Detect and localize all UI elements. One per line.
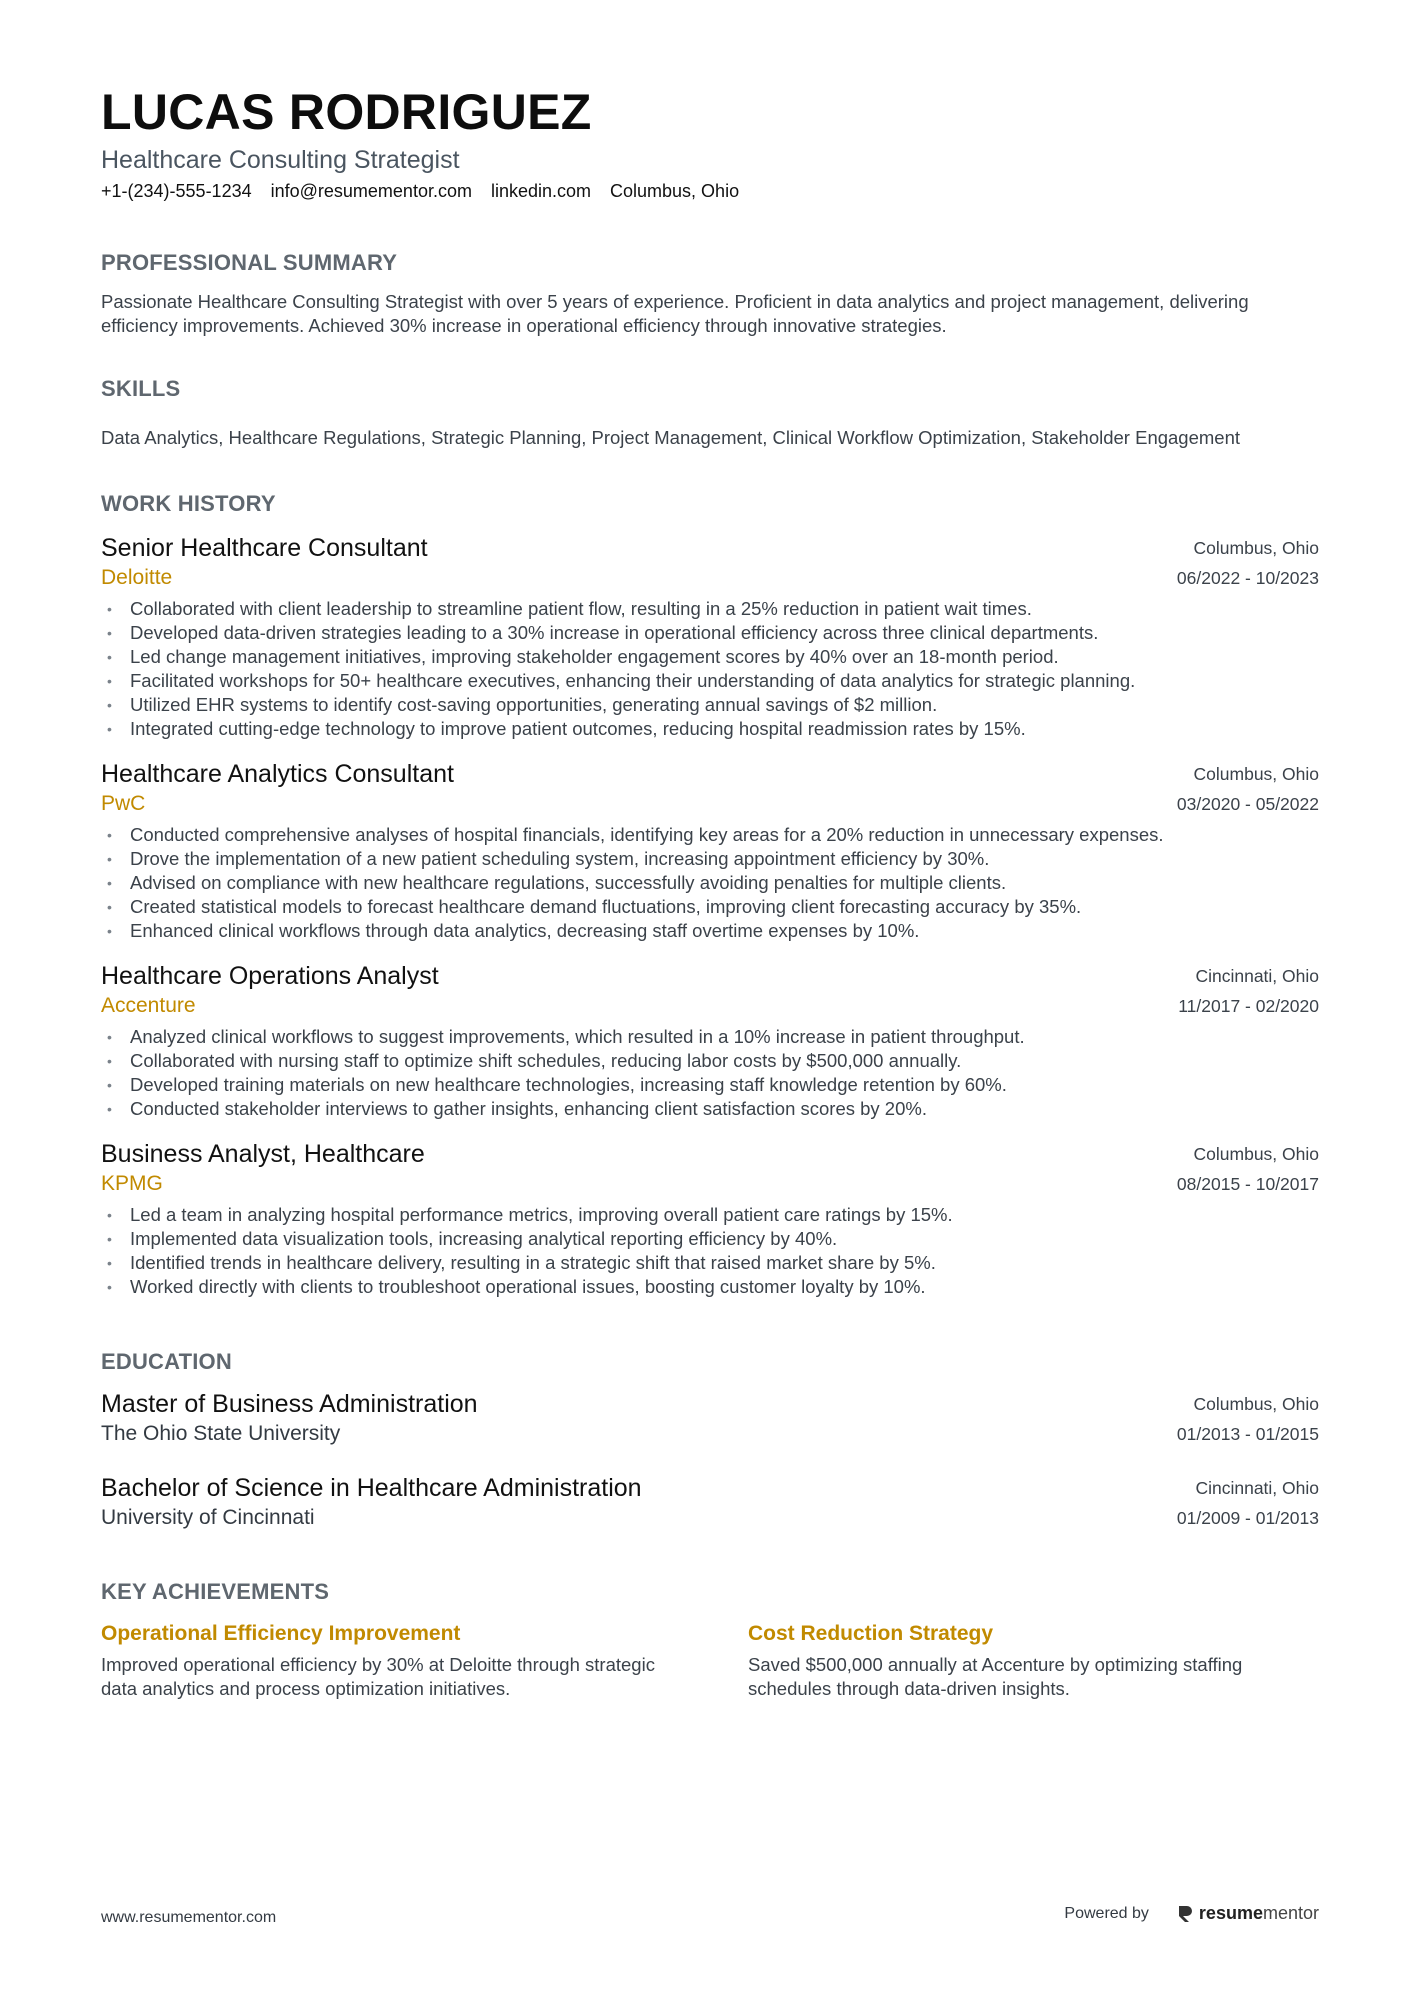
bullet-dot-icon: • xyxy=(107,923,112,939)
bullet-dot-icon: • xyxy=(107,1053,112,1069)
work-history-heading: WORK HISTORY xyxy=(101,491,276,516)
achievement-title: Cost Reduction Strategy xyxy=(748,1622,994,1645)
education-meta xyxy=(1177,1473,1319,1533)
job-bullets xyxy=(101,1025,1319,1121)
education-entry xyxy=(101,1389,1319,1449)
education-degree: Master of Business Administration xyxy=(101,1390,478,1418)
job-title: Healthcare Analytics Consultant xyxy=(101,760,454,788)
job-meta xyxy=(1177,533,1319,593)
job-bullets xyxy=(101,597,1319,741)
job-bullet xyxy=(101,1073,1319,1097)
job-entry xyxy=(101,533,1319,741)
job-dates: 06/2022 - 10/2023 xyxy=(1176,568,1319,588)
job-bullet xyxy=(101,847,1319,871)
job-bullet xyxy=(101,645,1319,669)
achievement-item xyxy=(101,1619,672,1701)
job-location: Columbus, Ohio xyxy=(1193,1144,1319,1164)
summary-section xyxy=(101,248,1319,338)
job-bullet-text: Led a team in analyzing hospital performance metrics, improving overall patient care ratings by 15%. xyxy=(130,1204,953,1225)
job-bullet-text: Collaborated with client leadership to streamline patient flow, resulting in a 25% reduction in patient wait times. xyxy=(130,598,1032,619)
bullet-dot-icon: • xyxy=(107,673,112,689)
bullet-dot-icon: • xyxy=(107,1255,112,1271)
job-company: KPMG xyxy=(101,1172,163,1195)
job-bullet-text: Collaborated with nursing staff to optimize shift schedules, reducing labor costs by $500,000 annually. xyxy=(130,1050,962,1071)
education-left xyxy=(101,1389,478,1449)
bullet-dot-icon: • xyxy=(107,1101,112,1117)
education-location: Columbus, Ohio xyxy=(1193,1394,1319,1414)
bullet-dot-icon: • xyxy=(107,1279,112,1295)
job-bullet-text: Analyzed clinical workflows to suggest improvements, which resulted in a 10% increase in patient throughput. xyxy=(130,1026,1025,1047)
bullet-dot-icon: • xyxy=(107,697,112,713)
contact-phone: +1-(234)-555-1234 xyxy=(101,181,252,201)
brand-name-light: mentor xyxy=(1262,1903,1319,1923)
job-location: Columbus, Ohio xyxy=(1193,538,1319,558)
bullet-dot-icon: • xyxy=(107,851,112,867)
job-location: Columbus, Ohio xyxy=(1193,764,1319,784)
job-left xyxy=(101,1139,425,1199)
job-bullet xyxy=(101,717,1319,741)
job-bullet xyxy=(101,693,1319,717)
job-left xyxy=(101,961,439,1021)
job-bullet-text: Conducted comprehensive analyses of hospital financials, identifying key areas for a 20% reduction in unnecessary expenses. xyxy=(130,824,1164,845)
candidate-title: Healthcare Consulting Strategist xyxy=(101,146,460,174)
job-bullet xyxy=(101,1275,1319,1299)
job-title: Business Analyst, Healthcare xyxy=(101,1140,425,1168)
job-location: Cincinnati, Ohio xyxy=(1195,966,1319,986)
bullet-dot-icon: • xyxy=(107,827,112,843)
bullet-dot-icon: • xyxy=(107,1231,112,1247)
job-bullet-text: Implemented data visualization tools, increasing analytical reporting efficiency by 40%. xyxy=(130,1228,838,1249)
bullet-dot-icon: • xyxy=(107,899,112,915)
candidate-name: LUCAS RODRIGUEZ xyxy=(101,84,592,140)
job-bullets xyxy=(101,1203,1319,1299)
summary-text: Passionate Healthcare Consulting Strategist with over 5 years of experience. Proficient in data analytics and project management, delivering efficiency improvements. Achieved 30% increase in operational efficiency through innovative strategies. xyxy=(101,291,1249,336)
education-dates: 01/2009 - 01/2013 xyxy=(1176,1508,1319,1528)
job-bullet xyxy=(101,669,1319,693)
education-dates: 01/2013 - 01/2015 xyxy=(1176,1424,1319,1444)
education-entry xyxy=(101,1473,1319,1533)
job-meta xyxy=(1177,759,1319,819)
footer-website-link[interactable]: www.resumementor.com xyxy=(101,1909,277,1926)
education-heading: EDUCATION xyxy=(101,1349,232,1374)
job-bullet xyxy=(101,1097,1319,1121)
job-bullet xyxy=(101,823,1319,847)
job-header xyxy=(101,961,1319,1021)
job-header xyxy=(101,759,1319,819)
job-bullet-text: Created statistical models to forecast healthcare demand fluctuations, improving client forecasting accuracy by 35%. xyxy=(130,896,1082,917)
resumementor-logo-icon xyxy=(1177,1904,1193,1924)
job-bullet xyxy=(101,871,1319,895)
education-degree: Bachelor of Science in Healthcare Administration xyxy=(101,1474,642,1502)
contact-location: Columbus, Ohio xyxy=(610,181,740,201)
job-bullet-text: Facilitated workshops for 50+ healthcare executives, enhancing their understanding of data analytics for strategic planning. xyxy=(130,670,1136,691)
job-header xyxy=(101,533,1319,593)
education-header xyxy=(101,1473,1319,1533)
contact-line xyxy=(101,178,1319,204)
job-bullet-text: Identified trends in healthcare delivery, resulting in a strategic shift that raised market share by 5%. xyxy=(130,1252,936,1273)
work-history-section xyxy=(101,489,1319,1299)
job-bullet xyxy=(101,621,1319,645)
job-bullet xyxy=(101,1227,1319,1251)
footer-branding xyxy=(1064,1903,1319,1924)
job-dates: 11/2017 - 02/2020 xyxy=(1178,996,1319,1016)
contact-email: info@resumementor.com xyxy=(270,181,472,201)
job-bullet-text: Worked directly with clients to troubleshoot operational issues, boosting customer loyalty by 10%. xyxy=(130,1276,926,1297)
bullet-dot-icon: • xyxy=(107,625,112,641)
achievements-section xyxy=(101,1577,1319,1701)
brand-name-bold: resume xyxy=(1198,1903,1263,1923)
job-dates: 08/2015 - 10/2017 xyxy=(1176,1174,1319,1194)
education-school: University of Cincinnati xyxy=(101,1506,315,1529)
job-meta xyxy=(1177,1139,1319,1199)
job-meta xyxy=(1178,961,1319,1021)
job-bullet-text: Utilized EHR systems to identify cost-saving opportunities, generating annual savings of $2 million. xyxy=(130,694,938,715)
education-location: Cincinnati, Ohio xyxy=(1195,1478,1319,1498)
job-list xyxy=(101,533,1319,1299)
achievement-text: Saved $500,000 annually at Accenture by optimizing staffing schedules through data-driven insights. xyxy=(748,1654,1243,1699)
job-title: Healthcare Operations Analyst xyxy=(101,962,439,990)
job-bullet-text: Led change management initiatives, improving stakeholder engagement scores by 40% over an 18-month period. xyxy=(130,646,1059,667)
bullet-dot-icon: • xyxy=(107,875,112,891)
job-bullet-text: Integrated cutting-edge technology to improve patient outcomes, reducing hospital readmission rates by 15%. xyxy=(130,718,1026,739)
contact-linkedin: linkedin.com xyxy=(490,181,592,201)
achievement-title: Operational Efficiency Improvement xyxy=(101,1622,461,1645)
achievements-heading: KEY ACHIEVEMENTS xyxy=(101,1579,330,1604)
skills-text: Data Analytics, Healthcare Regulations, Strategic Planning, Project Management, Clinical Workflow Optimization, Stakeholder Engagement xyxy=(101,427,1241,448)
education-school: The Ohio State University xyxy=(101,1422,341,1445)
job-title: Senior Healthcare Consultant xyxy=(101,534,428,562)
achievement-text: Improved operational efficiency by 30% at Deloitte through strategic data analytics and process optimization initiatives. xyxy=(101,1654,655,1699)
brand-logo-link[interactable] xyxy=(1177,1903,1319,1924)
job-entry xyxy=(101,1139,1319,1299)
job-header xyxy=(101,1139,1319,1199)
job-bullet xyxy=(101,1049,1319,1073)
skills-section xyxy=(101,374,1319,450)
job-bullet xyxy=(101,1203,1319,1227)
bullet-dot-icon: • xyxy=(107,1077,112,1093)
job-entry xyxy=(101,961,1319,1121)
resume-header xyxy=(101,82,1319,204)
bullet-dot-icon: • xyxy=(107,1207,112,1223)
bullet-dot-icon: • xyxy=(107,721,112,737)
job-bullet-text: Enhanced clinical workflows through data analytics, decreasing staff overtime expenses by 10%. xyxy=(130,920,920,941)
job-left xyxy=(101,759,454,819)
job-bullet xyxy=(101,1251,1319,1275)
skills-heading: SKILLS xyxy=(101,376,181,401)
powered-by-label: Powered by xyxy=(1064,1904,1149,1922)
job-left xyxy=(101,533,428,593)
bullet-dot-icon: • xyxy=(107,649,112,665)
education-section xyxy=(101,1347,1319,1533)
bullet-dot-icon: • xyxy=(107,601,112,617)
job-bullet-text: Conducted stakeholder interviews to gather insights, enhancing client satisfaction scores by 20%. xyxy=(130,1098,927,1119)
education-left xyxy=(101,1473,642,1533)
job-bullet-text: Drove the implementation of a new patient scheduling system, increasing appointment efficiency by 30%. xyxy=(130,848,990,869)
job-bullet xyxy=(101,919,1319,943)
job-bullet-text: Developed training materials on new healthcare technologies, increasing staff knowledge retention by 60%. xyxy=(130,1074,1007,1095)
education-meta xyxy=(1177,1389,1319,1449)
education-list xyxy=(101,1389,1319,1533)
job-bullet xyxy=(101,1025,1319,1049)
job-entry xyxy=(101,759,1319,943)
job-bullets xyxy=(101,823,1319,943)
job-dates: 03/2020 - 05/2022 xyxy=(1176,794,1319,814)
job-company: Deloitte xyxy=(101,566,173,589)
achievements-list xyxy=(101,1619,1319,1701)
summary-heading: PROFESSIONAL SUMMARY xyxy=(101,250,398,275)
job-bullet xyxy=(101,895,1319,919)
job-company: Accenture xyxy=(101,994,196,1017)
job-bullet-text: Developed data-driven strategies leading to a 30% increase in operational efficiency across three clinical departments. xyxy=(130,622,1099,643)
achievement-item xyxy=(748,1619,1319,1701)
bullet-dot-icon: • xyxy=(107,1029,112,1045)
education-header xyxy=(101,1389,1319,1449)
job-bullet-text: Advised on compliance with new healthcare regulations, successfully avoiding penalties for multiple clients. xyxy=(130,872,1007,893)
job-bullet xyxy=(101,597,1319,621)
resume-page xyxy=(101,82,1319,1701)
job-company: PwC xyxy=(101,792,146,815)
